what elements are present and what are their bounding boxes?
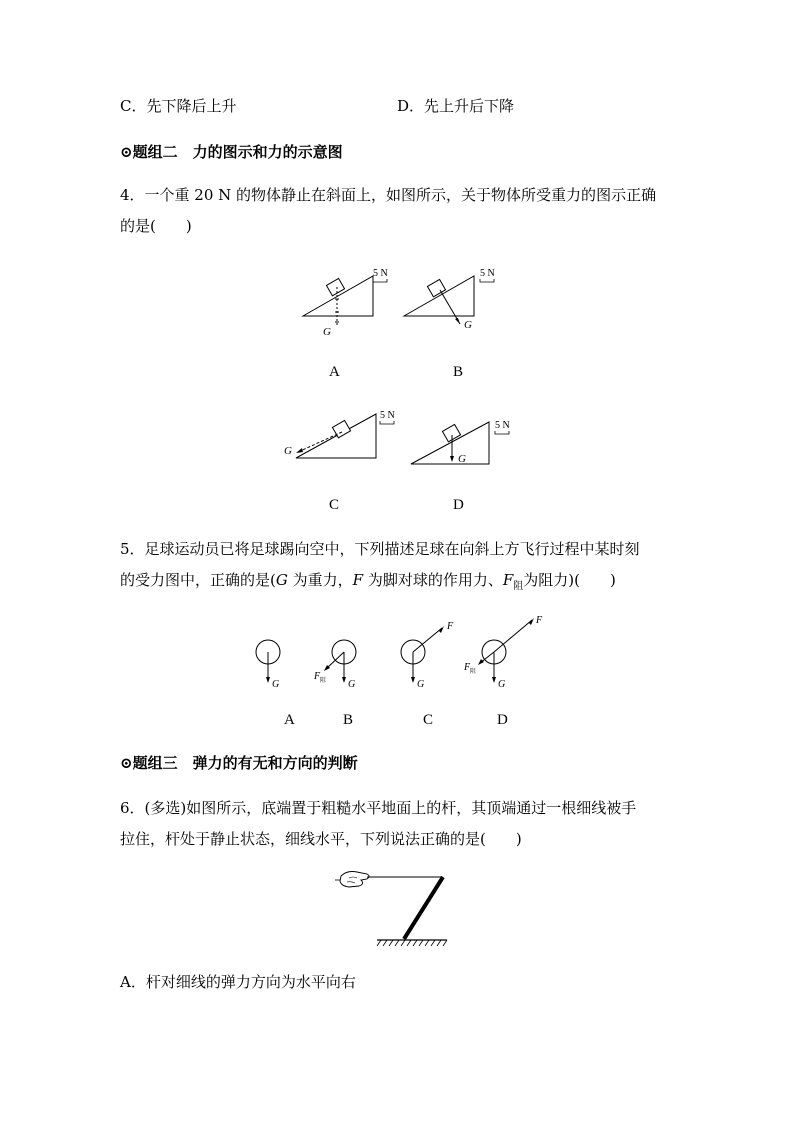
q4-figure-b: [400, 262, 510, 342]
q6-figure: [335, 868, 465, 948]
group2-title: 题组二 力的图示和力的示意图: [132, 143, 343, 161]
q4d-scale-label: 5 N: [495, 420, 510, 431]
q4-label-c: C: [329, 497, 340, 513]
q4d-force-label: G: [458, 453, 466, 465]
q5-figure-a: [250, 635, 290, 695]
q5-figure-d: [460, 610, 550, 695]
q5d-g-label: G: [498, 679, 506, 690]
group3-heading: [120, 753, 358, 773]
q3-option-d: D．先上升后下降: [397, 97, 515, 115]
q5-label-a: A: [284, 712, 295, 728]
q5d-f-label: F: [536, 615, 543, 626]
q4b-scale-label: 5 N: [480, 268, 495, 279]
group3-title: 题组三 弹力的有无和方向的判断: [132, 754, 358, 772]
hand-icon: [335, 872, 369, 888]
q4c-scale-label: 5 N: [380, 410, 395, 421]
q4b-force-label: G: [464, 319, 472, 331]
q5a-g-label: G: [272, 679, 280, 690]
q5-stem-line1: 5．足球运动员已将足球踢向空中，下列描述足球在向斜上方飞行过程中某时刻: [120, 540, 640, 558]
q4-figure-a: [295, 262, 395, 342]
q4-label-b: B: [453, 364, 464, 380]
q5-label-b: B: [343, 712, 354, 728]
q5d-fr-label: F: [464, 662, 471, 673]
q6-stem-line1: 6．(多选)如图所示，底端置于粗糙水平地面上的杆，其顶端通过一根细线被手: [120, 799, 637, 817]
q6-option-a: A．杆对细线的弹力方向为水平向右: [120, 973, 356, 991]
q4-figure-c: [280, 402, 405, 472]
q5-label-d: D: [497, 712, 508, 728]
q5c-f-label: F: [447, 621, 454, 632]
q3-option-c: C．先下降后上升: [120, 97, 237, 115]
q6-stem-line2: 拉住，杆处于静止状态，细线水平，下列说法正确的是( ): [120, 830, 522, 848]
q5-figure-b: [310, 635, 370, 695]
q5-stem-line2: 的受力图中，正确的是(G 为重力，F 为脚对球的作用力、$F_阻$为阻力)( ): [120, 571, 616, 592]
q4-label-a: A: [329, 364, 340, 380]
target-icon: ⊙: [120, 143, 133, 161]
q5b-fr-sub: 阻: [320, 678, 327, 684]
q4a-scale-label: 5 N: [373, 268, 388, 279]
q4-label-d: D: [453, 497, 464, 513]
q4-stem-line1: 4．一个重 20 N 的物体静止在斜面上，如图所示，关于物体所受重力的图示正确: [120, 186, 657, 204]
q5c-g-label: G: [417, 679, 425, 690]
q5-figure-c: [395, 615, 465, 695]
q4-figure-d: [405, 402, 525, 472]
q5b-g-label: G: [348, 679, 356, 690]
q4c-force-label: G: [284, 445, 292, 457]
q4a-force-label: G: [323, 326, 331, 338]
q5-label-c: C: [423, 712, 434, 728]
q5b-fr-label: F: [314, 671, 321, 682]
q5d-fr-sub: 阻: [470, 669, 477, 675]
target-icon: ⊙: [120, 754, 133, 772]
q4-stem-line2: 的是( ): [120, 217, 192, 235]
group2-heading: [120, 142, 343, 162]
